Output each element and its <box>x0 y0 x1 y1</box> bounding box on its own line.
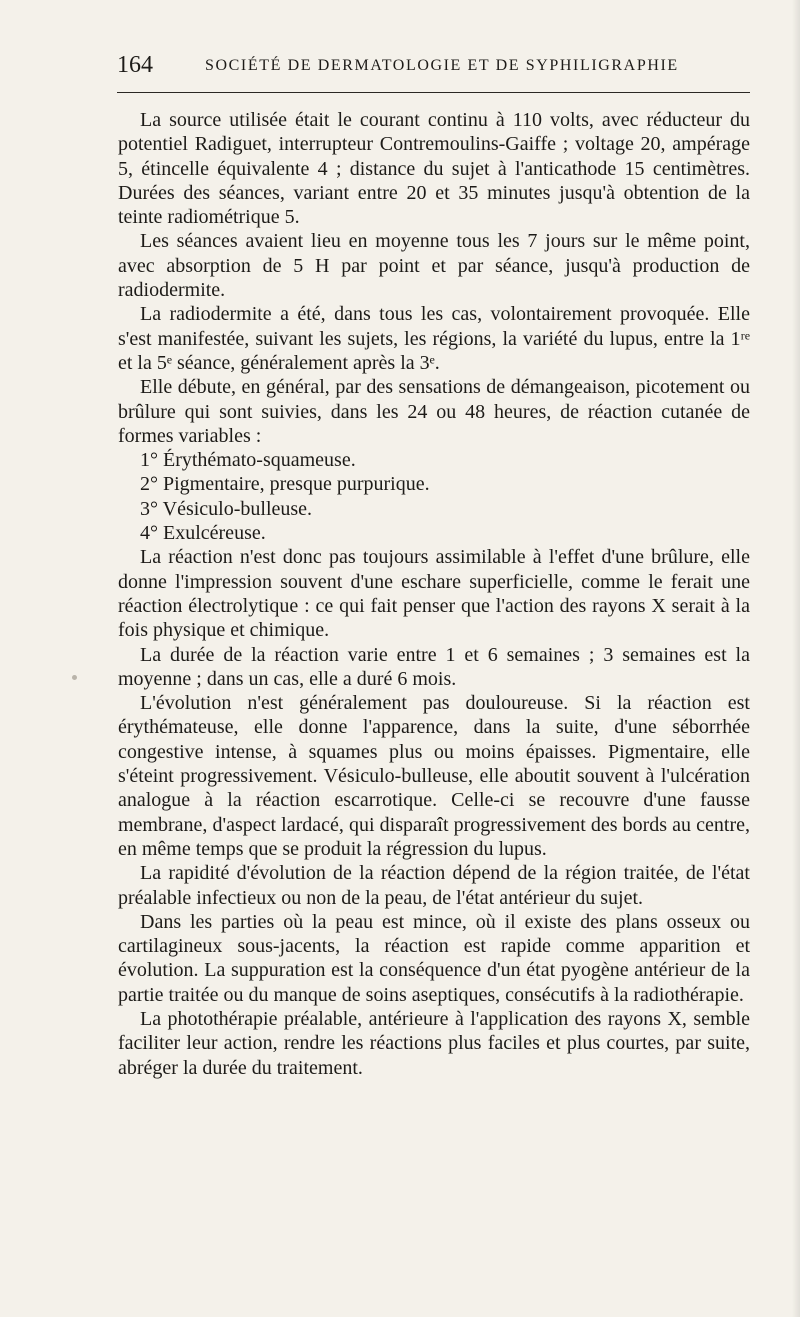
reaction-form-item: 2° Pigmentaire, presque purpurique. <box>140 473 430 496</box>
body-text <box>118 108 750 1080</box>
stray-mark <box>72 675 77 680</box>
page-header <box>117 50 750 80</box>
header-rule <box>117 92 750 93</box>
reaction-form-item: 3° Vésiculo-bulleuse. <box>140 497 313 520</box>
paragraph-evolution-speed: La rapidité d'évolution de la réaction dépend de la région traitée, de l'état préalable infectieux ou non de la peau, de l'état antérieur du sujet. <box>118 862 750 909</box>
paragraph-reaction-nature: La réaction n'est donc pas toujours assimilable à l'effet d'une brûlure, elle donne l'impression souvent d'une eschare superficielle, comme le ferait une réaction électrolytique : ce qui fait penser que l'action des rayons X serait à la fois physique et chimique. <box>118 546 750 642</box>
reaction-form-item: 1° Érythémato-squameuse. <box>140 449 356 472</box>
paragraph-reaction-duration: La durée de la réaction varie entre 1 et 6 semaines ; 3 semaines est la moyenne ; dans un cas, elle a duré 6 mois. <box>118 643 750 690</box>
reaction-form-item: 4° Exulcéreuse. <box>140 522 266 545</box>
page-number: 164 <box>117 52 153 78</box>
paragraph-reaction-evolution: L'évolution n'est généralement pas douloureuse. Si la réaction est érythémateuse, elle donne l'apparence, dans la suite, d'une séborrhée congestive intense, à squames plus ou moins épaisses. Pigmentaire, elle s'éteint progressivement. Vésiculo-bulleuse, elle aboutit souvent à l'ulcération analogue à la réaction escarrotique. Celle-ci se recouvre d'une fausse membrane, d'aspect lardacé, qui disparaît progressivement des bords au centre, en même temps que se produit la régression du lupus. <box>118 692 750 860</box>
paragraph-source-settings: La source utilisée était le courant continu à 110 volts, avec réducteur du potentiel Radiguet, interrupteur Contremoulins-Gaiffe ; voltage 20, ampérage 5, étincelle équivalente 4 ; distance du sujet à l'anticathode 15 centimètres. Durées des séances, variant entre 20 et 35 minutes jusqu'à obtention de la teinte radiométrique 5. <box>118 109 750 229</box>
page-edge-shadow <box>792 0 800 1317</box>
paragraph-reaction-beginning: Elle débute, en général, par des sensations de démangeaison, picotement ou brûlure qui sont suivies, dans les 24 ou 48 heures, de réaction cutanée de formes variables : <box>118 376 750 447</box>
paragraph-thin-skin: Dans les parties où la peau est mince, où il existe des plans osseux ou cartilagineux sous-jacents, la réaction est rapide comme apparition et évolution. La suppuration est la conséquence d'un état pyogène antérieur de la partie traitée ou du manque de soins aseptiques, consécutifs à la radiothérapie. <box>118 910 750 1006</box>
paragraph-session-frequency: Les séances avaient lieu en moyenne tous les 7 jours sur le même point, avec absorption de 5 H par point et par séance, jusqu'à production de radiodermite. <box>118 230 750 302</box>
paragraph-radiodermatitis-onset: La radiodermite a été, dans tous les cas, volontairement provoquée. Elle s'est manifestée, suivant les sujets, les régions, la variété du lupus, entre la 1ʳᵉ et la 5ᵉ séance, généralement après la 3ᵉ. <box>118 303 750 374</box>
paragraph-phototherapy: La photothérapie préalable, antérieure à l'application des rayons X, semble faciliter leur action, rendre les réactions plus faciles et plus courtes, par suite, abréger la durée du traitement. <box>118 1007 750 1079</box>
running-title: SOCIÉTÉ DE DERMATOLOGIE ET DE SYPHILIGRAPHIE <box>205 57 679 74</box>
